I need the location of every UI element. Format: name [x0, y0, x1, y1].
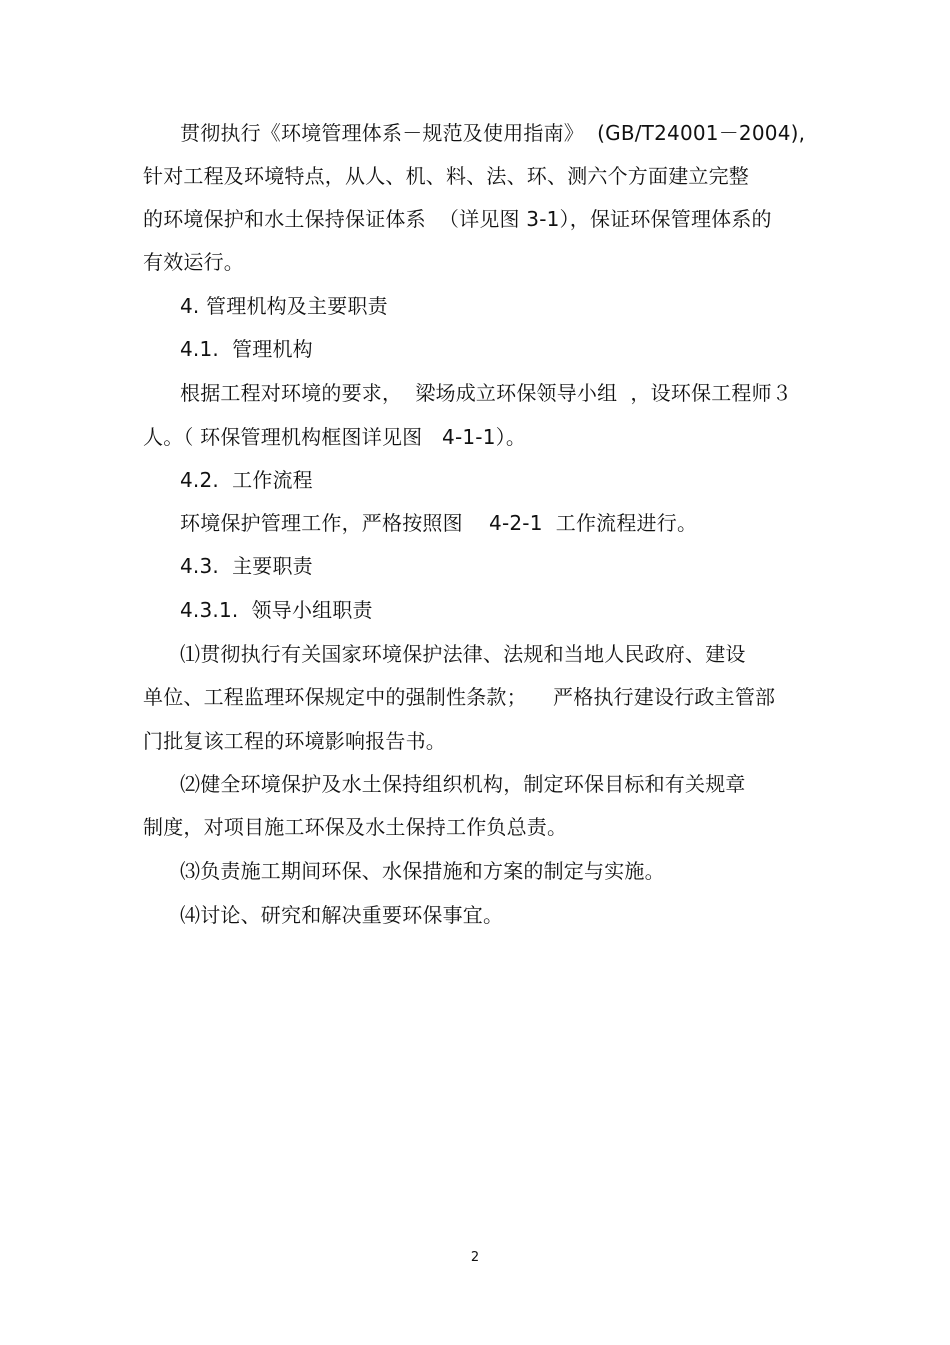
section-heading-4-3-1: 4.3.1. 领导小组职责 — [180, 598, 373, 622]
duty-item-2-line-2: 制度，对项目施工环保及水土保持工作负总责。 — [143, 815, 568, 839]
duty-item-4: ⑷讨论、研究和解决重要环保事宜。 — [180, 903, 504, 927]
page-number: 2 — [470, 1250, 480, 1265]
duty-item-1-line-2: 单位、工程监理环保规定中的强制性条款； 严格执行建设行政主管部 — [143, 685, 776, 709]
paragraph-2-line-2: 人。（ 环保管理机构框图详见图 4-1-1）。 — [143, 425, 527, 449]
section-heading-4-2: 4.2. 工作流程 — [180, 468, 313, 492]
section-heading-4: 4. 管理机构及主要职责 — [180, 294, 388, 318]
paragraph-1-line-4: 有效运行。 — [143, 250, 244, 274]
paragraph-2-line-1: 根据工程对环境的要求， 梁场成立环保领导小组 ，设环保工程师３ — [180, 381, 793, 405]
section-heading-4-3: 4.3. 主要职责 — [180, 554, 313, 578]
duty-item-3: ⑶负责施工期间环保、水保措施和方案的制定与实施。 — [180, 859, 665, 883]
paragraph-1-line-1: 贯彻执行《环境管理体系－规范及使用指南》 (GB/T24001－2004), — [180, 121, 806, 145]
paragraph-1-line-3: 的环境保护和水土保持保证体系 （详见图 3-1），保证环保管理体系的 — [143, 207, 772, 231]
duty-item-1-line-3: 门批复该工程的环境影响报告书。 — [143, 729, 446, 753]
section-heading-4-1: 4.1. 管理机构 — [180, 337, 313, 361]
paragraph-3-line-1: 环境保护管理工作，严格按照图 4-2-1 工作流程进行。 — [180, 511, 698, 535]
duty-item-1-line-1: ⑴贯彻执行有关国家环境保护法律、法规和当地人民政府、建设 — [180, 642, 746, 666]
paragraph-1-line-2: 针对工程及环境特点，从人、机、料、法、环、测六个方面建立完整 — [143, 164, 749, 188]
duty-item-2-line-1: ⑵健全环境保护及水土保持组织机构，制定环保目标和有关规章 — [180, 772, 746, 796]
